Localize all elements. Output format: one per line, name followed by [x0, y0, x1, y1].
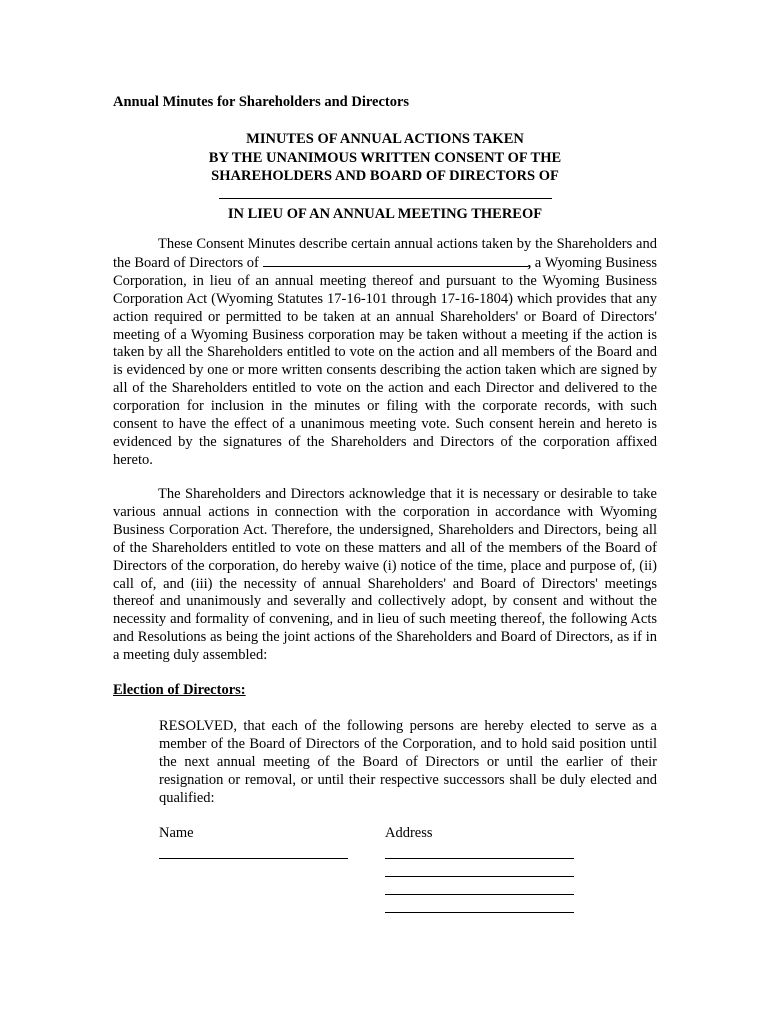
- acknowledgement-paragraph: The Shareholders and Directors acknowledge that it is necessary or desirable to take various annual actions in connection with the corporation in accordance with Wyoming Business Corporation Act. Therefore, the undersigned, Shareholders and Directors, being all of the Shareholders entitled to vote on these matters and all of the members of the Board of Directors of the corporation, do hereby waive (i) notice of the time, place and purpose of, (ii) call of, and (iii) the necessity of annual Shareholders' and Board of Directors' meetings thereof and unanimously and severally and collectively adopt, by consent and without the necessity and formality of convening, and in lieu of such meeting thereof, the following Acts and Resolutions as being the joint actions of the Shareholders and Board of Directors, as if in a meeting duly assembled:: [113, 486, 657, 664]
- address-column-label: Address: [385, 825, 433, 841]
- election-of-directors-heading: Election of Directors:: [113, 682, 246, 698]
- document-title: Annual Minutes for Shareholders and Directors: [113, 94, 410, 110]
- in-lieu-heading: IN LIEU OF AN ANNUAL MEETING THEREOF: [227, 205, 543, 222]
- company-name-blank: [219, 198, 552, 199]
- address-line-3: [385, 894, 574, 895]
- resolution-paragraph: RESOLVED, that each of the following persons are hereby elected to serve as a member of the Board of Directors of the Corporation, and to hold said position until the next annual meeting of the Board of Directors or until the earlier of their resignation or removal, or until their respective successors shall be duly elected and qualified:: [159, 718, 657, 806]
- address-line-2: [385, 876, 574, 877]
- consent-paragraph-end: a Wyoming Business Corporation, in lieu of an annual meeting thereof and pursuant to the Wyoming Business Corporation Act (Wyoming Statutes 17-16-101 through 17-16-1804) which provides that any action required or permitted to be taken at an annual Shareholders' or Board of Directors' meeting of a Wyoming Business corporation may be taken without a meeting if the action is taken by all the Shareholders entitled to vote on the action and all members of the Board and is evidenced by one or more written consents describing the action taken which are signed by all of the Shareholders entitled to vote on the action and each Director and delivered to the corporation for inclusion in the minutes or filing with the corporate records, with such consent to have the effect of a unanimous meeting vote. Such consent herein and hereto is evidenced by the signatures of the Shareholders and Directors of the corporation affixed hereto.: [113, 254, 657, 468]
- blank-comma: ,: [527, 254, 532, 271]
- name-column-label: Name: [159, 825, 194, 841]
- heading-line-3: SHAREHOLDERS AND BOARD OF DIRECTORS OF: [211, 168, 559, 184]
- minutes-heading: [160, 130, 610, 223]
- corporation-name-blank: [263, 254, 528, 267]
- consent-paragraph: [113, 236, 657, 470]
- director-name-line: [159, 858, 348, 859]
- address-line-4: [385, 912, 574, 913]
- consent-paragraph-start: These Consent Minutes describe certain annual actions taken by the Shareholders and the Board of Directors of: [113, 236, 657, 271]
- heading-line-2: BY THE UNANIMOUS WRITTEN CONSENT OF THE: [208, 149, 562, 166]
- address-line-1: [385, 858, 574, 859]
- heading-line-1: MINUTES OF ANNUAL ACTIONS TAKEN: [246, 131, 524, 147]
